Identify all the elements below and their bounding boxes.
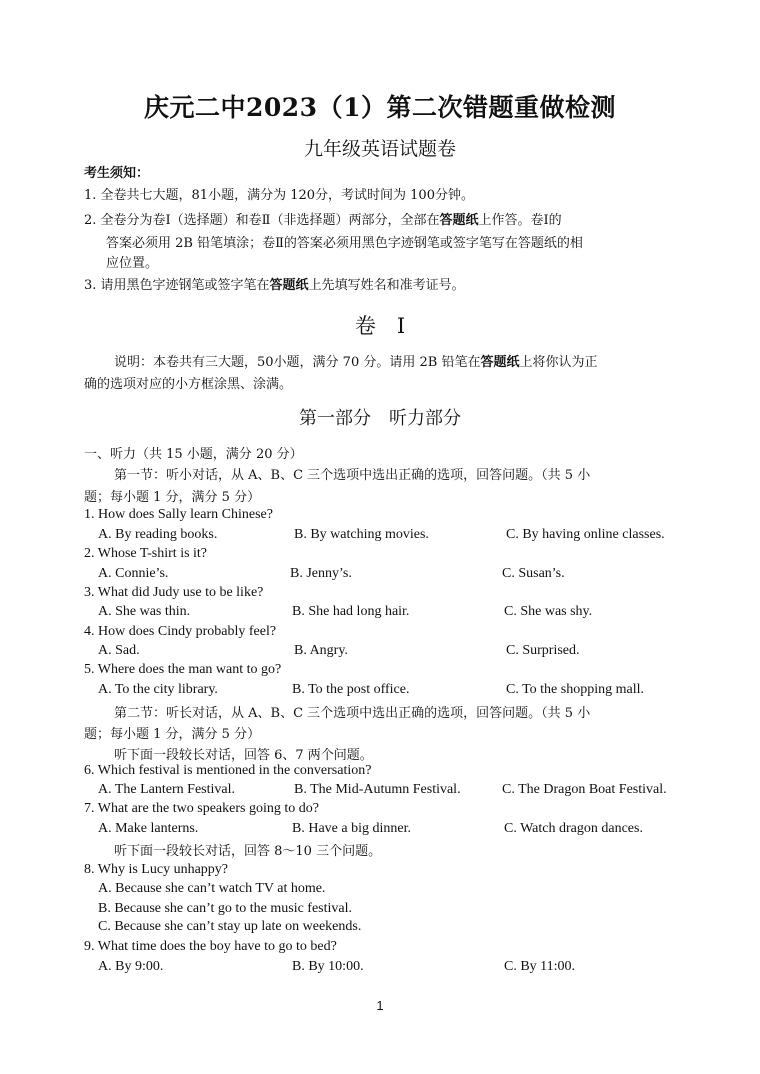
q2-option-c: C. Susan’s. [502, 566, 565, 581]
q8-option-c: C. Because she can’t stay up late on weekends. [98, 919, 362, 934]
q1-option-b: B. By watching movies. [294, 527, 429, 542]
question-3: 3. What did Judy use to be like? [84, 585, 264, 600]
section-1-instructions: 第一节：听小对话，从 A、B、C 三个选项中选出正确的选项，回答问题。（共 5 小 [114, 468, 591, 483]
q1-option-a: A. By reading books. [98, 527, 218, 542]
question-5: 5. Where does the man want to go? [84, 662, 282, 677]
q3-option-c: C. She was shy. [504, 604, 593, 619]
notice-item-2: 2. 全卷分为卷Ⅰ（选择题）和卷Ⅱ（非选择题）两部分，全部在答题纸上作答。卷Ⅰ的 [84, 213, 562, 228]
question-9: 9. What time does the boy have to go to bed? [84, 939, 337, 954]
q1-option-c: C. By having online classes. [506, 527, 665, 542]
q5-option-c: C. To the shopping mall. [506, 682, 644, 697]
question-8: 8. Why is Lucy unhappy? [84, 862, 228, 877]
q4-option-b: B. Angry. [294, 643, 348, 658]
part-1-title: 第一部分 听力部分 [299, 408, 461, 429]
q3-option-b: B. She had long hair. [292, 604, 410, 619]
question-1: 1. How does Sally learn Chinese? [84, 507, 273, 522]
q7-option-a: A. Make lanterns. [98, 821, 199, 836]
exam-title: 庆元二中2023（1）第二次错题重做检测 [144, 93, 616, 122]
question-7: 7. What are the two speakers going to do? [84, 801, 319, 816]
juan-1-instructions: 说明：本卷共有三大题，50小题，满分 70 分。请用 2B 铅笔在答题纸上将你认为正 [114, 355, 598, 370]
section-juan-1-title: 卷 Ⅰ [354, 314, 406, 338]
notice-heading: 考生须知： [84, 166, 150, 181]
q5-option-a: A. To the city library. [98, 682, 218, 697]
section-1-instructions-line2: 题；每小题 1 分，满分 5 分） [84, 490, 261, 505]
q3-option-a: A. She was thin. [98, 604, 191, 619]
q9-option-a: A. By 9:00. [98, 959, 164, 974]
listening-heading: 一、听力（共 15 小题，满分 20 分） [84, 447, 303, 462]
q6-option-b: B. The Mid-Autumn Festival. [294, 782, 461, 797]
q5-option-b: B. To the post office. [292, 682, 410, 697]
q4-option-c: C. Surprised. [506, 643, 580, 658]
section-2-instructions-line2: 题；每小题 1 分，满分 5 分） [84, 727, 261, 742]
q6-option-a: A. The Lantern Festival. [98, 782, 235, 797]
q8-option-b: B. Because she can’t go to the music festival. [98, 901, 353, 916]
notice-item-1: 1. 全卷共七大题，81小题，满分为 120分，考试时间为 100分钟。 [84, 188, 474, 203]
q7-option-b: B. Have a big dinner. [292, 821, 411, 836]
q9-option-c: C. By 11:00. [504, 959, 576, 974]
q9-option-b: B. By 10:00. [292, 959, 364, 974]
q2-option-b: B. Jenny’s. [290, 566, 352, 581]
notice-item-3: 3. 请用黑色字迹钢笔或签字笔在答题纸上先填写姓名和准考证号。 [84, 278, 465, 293]
q6-option-c: C. The Dragon Boat Festival. [502, 782, 667, 797]
question-4: 4. How does Cindy probably feel? [84, 624, 277, 639]
q8-option-a: A. Because she can’t watch TV at home. [98, 881, 326, 896]
notice-item-2-line2: 答案必须用 2B 铅笔填涂；卷Ⅱ的答案必须用黑色字迹钢笔或签字笔写在答题纸的相 [106, 236, 583, 251]
page-number: 1 [376, 998, 384, 1013]
exam-subtitle: 九年级英语试题卷 [303, 138, 456, 160]
juan-1-instructions-line2: 确的选项对应的小方框涂黑、涂满。 [84, 377, 293, 392]
long-dialogue-1-intro: 听下面一段较长对话，回答 6、7 两个问题。 [114, 748, 373, 763]
long-dialogue-2-intro: 听下面一段较长对话，回答 8～10 三个问题。 [114, 844, 382, 859]
q2-option-a: A. Connie’s. [98, 566, 169, 581]
notice-item-2-line3: 应位置。 [106, 256, 159, 271]
q4-option-a: A. Sad. [98, 643, 140, 658]
q7-option-c: C. Watch dragon dances. [504, 821, 643, 836]
question-6: 6. Which festival is mentioned in the conversation? [84, 763, 372, 778]
question-2: 2. Whose T-shirt is it? [84, 546, 208, 561]
section-2-instructions: 第二节：听长对话，从 A、B、C 三个选项中选出正确的选项，回答问题。（共 5 小 [114, 706, 591, 721]
